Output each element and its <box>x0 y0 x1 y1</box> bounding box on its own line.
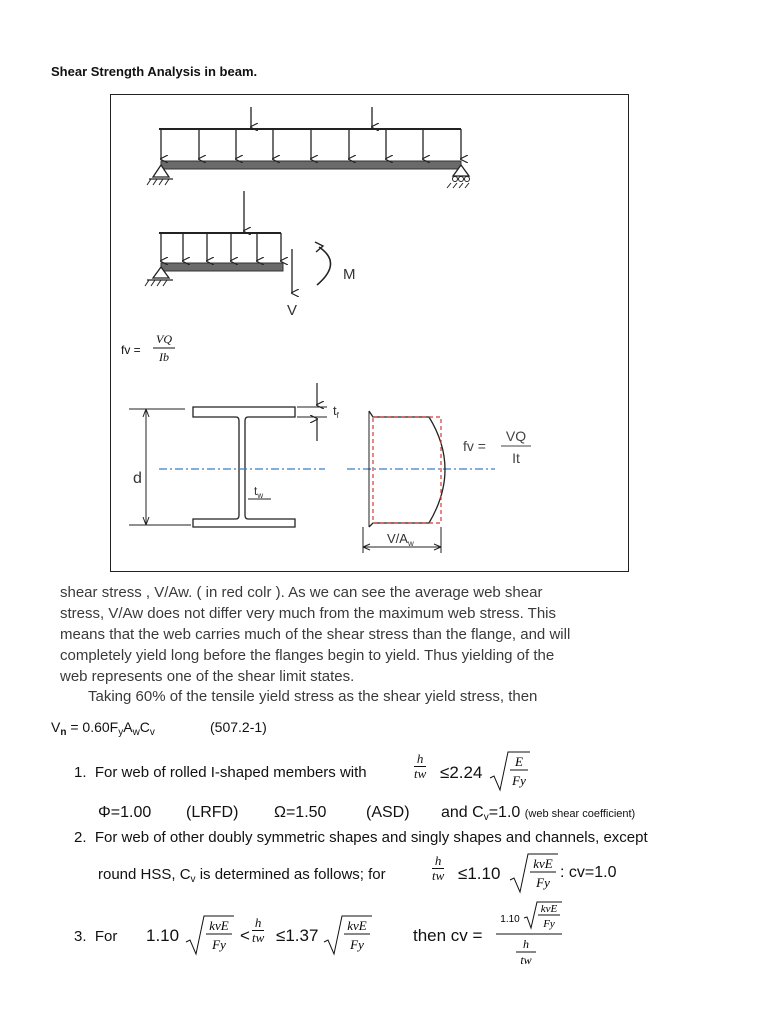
asd-label: (ASD) <box>366 804 410 821</box>
item-1-limit: ≤2.24 <box>440 763 483 782</box>
item-3-sqrt-left <box>184 914 236 958</box>
nominal-shear-equation: $V_n = 0.60F_yA_wC_v$ <box>51 719 155 738</box>
beam-figure <box>110 94 629 572</box>
item-2-continued: round HSS, $C_v$ is determined as follows; for <box>98 866 386 885</box>
svg-text:kvE: kvE <box>540 903 558 915</box>
page-title: Shear Strength Analysis in beam. <box>51 64 258 79</box>
item-2-sqrt <box>508 852 560 896</box>
svg-text:kvE: kvE <box>533 856 553 871</box>
phi-factor: Φ=1.00 <box>98 804 152 821</box>
lrfd-label: (LRFD) <box>186 804 239 821</box>
svg-text:It: It <box>512 450 520 466</box>
paragraph-line: Taking 60% of the tensile yield stress as the shear yield stress, then <box>88 688 538 705</box>
item-2-ratio: $\frac{h}{tw}$ <box>432 853 445 883</box>
i-section <box>129 383 340 527</box>
moment-label: M <box>343 266 356 283</box>
shear-stress-distribution <box>347 411 531 553</box>
svg-text:VQ: VQ <box>505 428 527 444</box>
depth-label: d <box>133 470 142 487</box>
paragraph-line: means that the web carries much of the shear stress than the flange, and will <box>60 626 571 643</box>
item-1-ratio: $\frac{h}{tw}$ <box>414 751 427 781</box>
less-than: < <box>240 926 250 945</box>
paragraph-line: stress, V/Aw does not differ very much from the maximum web stress. This <box>60 605 557 622</box>
item-1-sqrt <box>488 750 532 794</box>
svg-text:E: E <box>515 754 523 769</box>
item-3: 3. For <box>74 928 118 945</box>
shear-label: V <box>287 302 298 319</box>
svg-text:tw: tw <box>520 953 532 967</box>
item-3-coefficient: 1.10 <box>146 926 180 945</box>
svg-text:kvE: kvE <box>347 918 367 933</box>
beam-diagrams <box>111 95 630 573</box>
equation-reference: (507.2-1) <box>210 719 267 735</box>
svg-text:Fy: Fy <box>536 875 550 890</box>
svg-text:Fy: Fy <box>350 937 364 952</box>
svg-text:Fy: Fy <box>543 918 555 930</box>
item-3-sqrt-right <box>322 914 374 958</box>
svg-text:1.10: 1.10 <box>500 914 520 925</box>
svg-text:Fy: Fy <box>212 937 226 952</box>
item-1: 1. For web of rolled I-shaped members with <box>74 764 367 781</box>
svg-text:kvE: kvE <box>209 918 229 933</box>
shear-formula-left <box>121 332 175 364</box>
flange-thickness-label: $t_f$ <box>333 403 339 420</box>
paragraph-line: shear stress , V/Aw. ( in red colr ). As we can see the average web shear <box>60 584 543 601</box>
shear-formula-right: fv = <box>463 438 486 454</box>
svg-text:h: h <box>523 937 529 951</box>
svg-text:Ib: Ib <box>159 350 169 364</box>
web-thickness-label: $t_w$ <box>254 484 264 500</box>
item-3-then: then cv = <box>413 926 483 945</box>
item-3-ratio: $\frac{h}{tw}$ <box>252 915 265 945</box>
item-3-result <box>490 900 566 970</box>
item-2-result: : cv=1.0 <box>560 864 617 881</box>
average-stress-label: $V/A_w$ <box>387 531 414 548</box>
item-3-limit: ≤1.37 <box>276 926 319 945</box>
item-2: 2. For web of other doubly symmetric shapes and singly shapes and channels, except <box>74 829 648 846</box>
svg-text:VQ: VQ <box>156 332 172 346</box>
omega-factor: Ω=1.50 <box>274 804 327 821</box>
item-2-limit: ≤1.10 <box>458 864 501 883</box>
paragraph-line: completely yield long before the flanges begin to yield. Thus yielding of the <box>60 647 555 664</box>
svg-text:Fy: Fy <box>512 773 526 788</box>
svg-text:fv =: fv = <box>121 343 141 357</box>
top-beam <box>147 107 470 188</box>
free-body-diagram <box>145 191 356 319</box>
paragraph-line: web represents one of the shear limit states. <box>60 668 355 685</box>
web-shear-coefficient: and $C_v=1.0$ (web shear coefficient) <box>441 804 636 823</box>
